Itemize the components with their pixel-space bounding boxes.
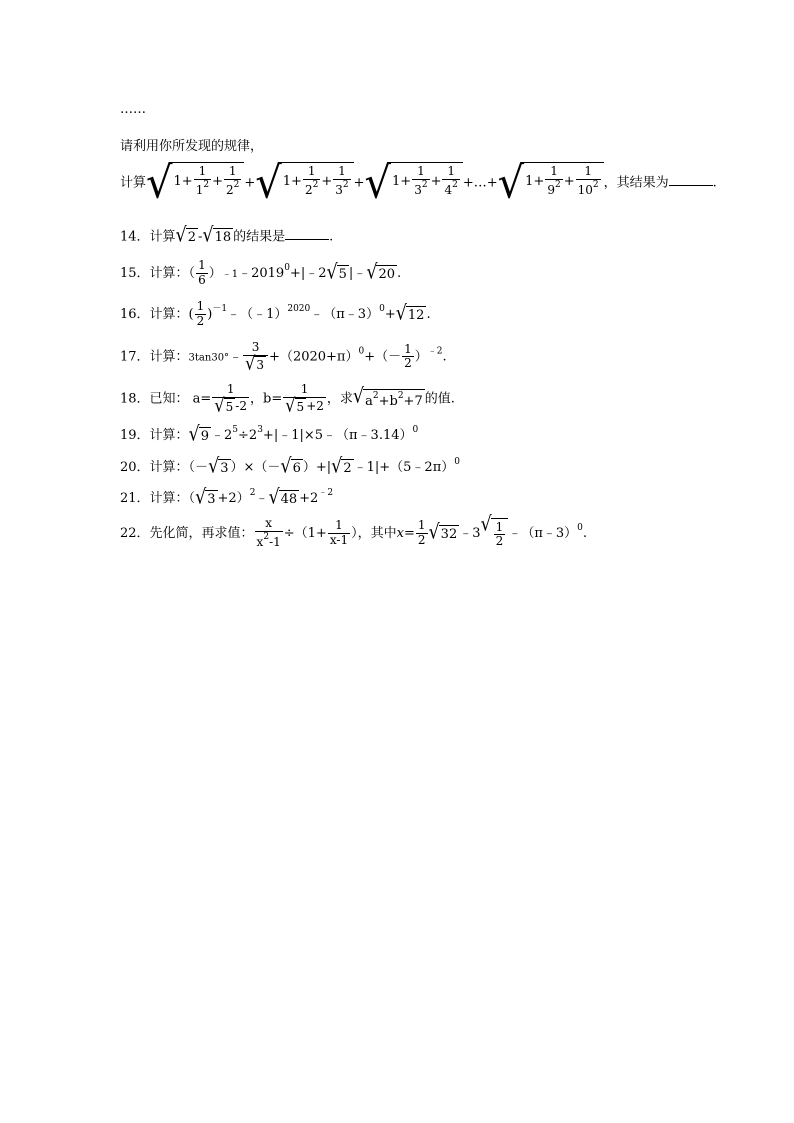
answer-blank bbox=[669, 175, 713, 186]
q13-suffix: ，其结果为 bbox=[603, 175, 669, 191]
sqrt-2: √ 2 bbox=[175, 224, 196, 248]
answer-blank bbox=[285, 229, 329, 240]
instruction-text: 请利用你所发现的规律， bbox=[120, 139, 264, 154]
sqrt-term-2: √ 1+ $\frac{1}{2^2}$ + $\frac{1}{3^2}$ bbox=[255, 162, 353, 204]
sqrt-term-3: √ 1+ $\frac{1}{3^2}$ + $\frac{1}{4^2}$ bbox=[365, 162, 463, 204]
sqrt-term-n: √ 1+ $\frac{1}{9^2}$ + $\frac{1}{10^2}$ bbox=[498, 162, 604, 204]
q13-prefix: 计算 bbox=[120, 175, 147, 191]
sqrt-18: √ 18 bbox=[202, 224, 232, 248]
question-13: 计算 √ 1+ $\frac{1}{1^2}$ + $\frac{1}{2^2}$ + √ 1+ $\frac{1}{2^2}$ + $\frac{1}{3^2}$ + √ 1+ $\frac{1}{3^2}$ + $\frac{1}{4^2}$ +…+ √ 1+ $\frac{1}{9^2}$ + $\frac{1}{10^2}$ ，其结果为 . bbox=[120, 156, 717, 209]
question-14: 14．计算 √ 2 - √ 18 的结果是 . bbox=[120, 224, 334, 248]
question-15: 15．计算：（ $\frac{1}{6}$ ）$﹣1﹣2019^0+|﹣2$ √ 5 |﹣ √ 20 . bbox=[120, 258, 402, 287]
question-22: 22．先化简，再求值： $\frac{x}{x^2-1}$ ÷（1+ $\frac{1}{x-1}$ ），其中x= $\frac{1}{2}$ √ 32 ﹣3 √ $\frac{1}{2}$ ﹣（π﹣3）$^0$. bbox=[120, 512, 588, 549]
question-19: 19．计算： √ 9 $﹣2^5\div 2^3+|﹣1|\times 5﹣(\pi﹣3.14)^0$ bbox=[120, 423, 419, 447]
question-20: 20．计算：（－ √ 3 ）×（－ √ 6 ）+| √ 2 ﹣1|+（5﹣2π）$^0$ bbox=[120, 455, 460, 479]
sqrt-term-1: √ 1+ $\frac{1}{1^2}$ + $\frac{1}{2^2}$ bbox=[146, 162, 244, 204]
question-16: 16．计算：( $\frac{1}{2}$ )$^{-1}$﹣（﹣1）$^{2020}$﹣（π﹣3）$^0$+ √ 12 . bbox=[120, 299, 431, 328]
ellipsis: …… bbox=[120, 102, 146, 117]
question-17: 17．计算：3tan30°﹣ 3 √ 3 $+(2020+\pi)^0+(-$ $\frac{1}{2}$ ）$^{﹣2}$. bbox=[120, 340, 447, 375]
question-18: 18．已知： a= 1 √ 5 -2 ，b= 1 √ 5 +2 ，求 √ $a^2+b^2+7$ 的值. bbox=[120, 382, 455, 417]
question-21: 21．计算：（ √ 3 +2）$^2$﹣ √ 48 $+2^{﹣2}$ bbox=[120, 486, 334, 510]
